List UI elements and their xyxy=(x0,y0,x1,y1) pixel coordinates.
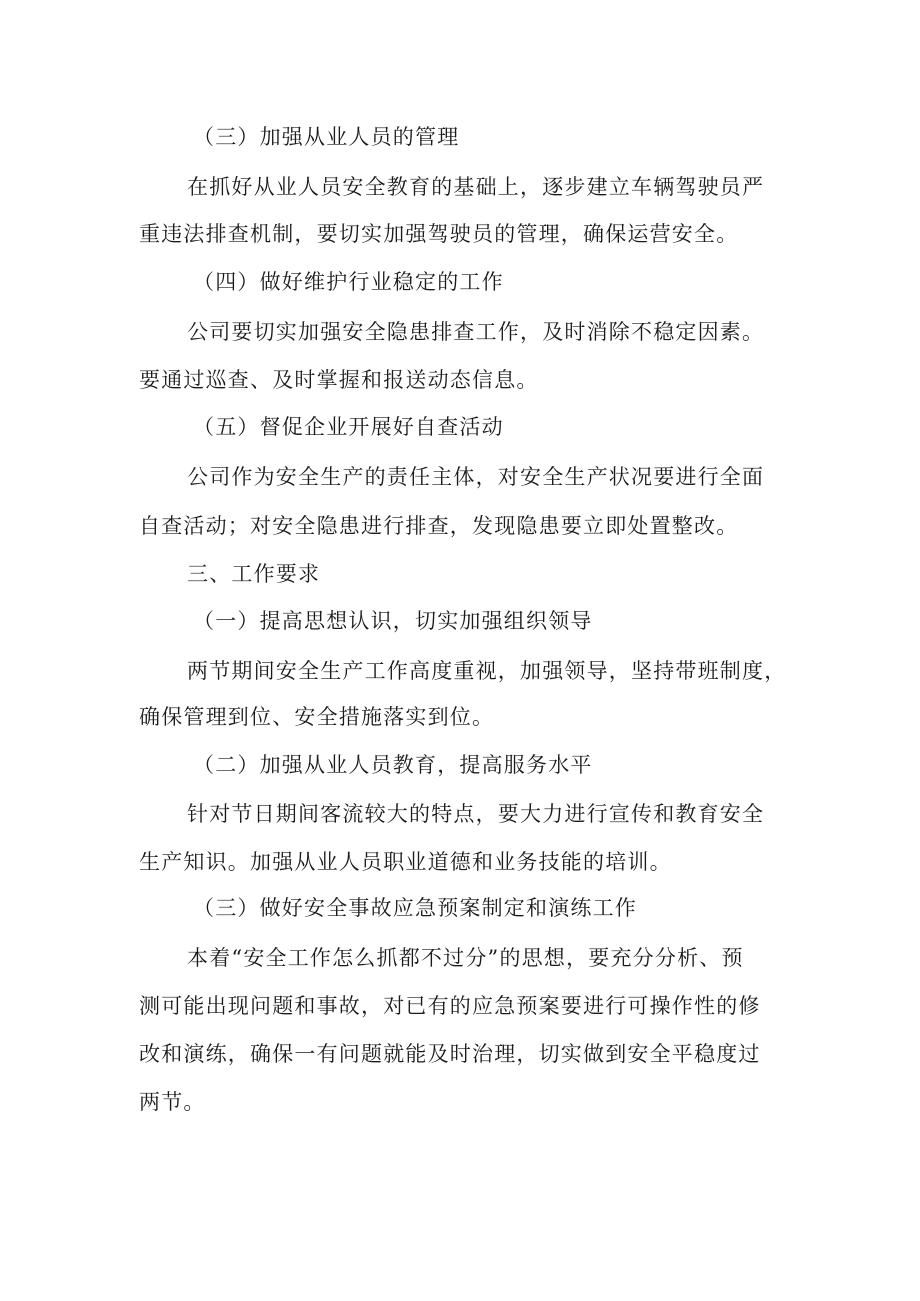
paragraph-line: 要通过巡查、及时掌握和报送动态信息。 xyxy=(139,368,539,392)
paragraph-line: 公司作为安全生产的责任主体，对安全生产状况要进行全面 xyxy=(187,465,765,489)
paragraph-line: 确保管理到位、安全措施落实到位。 xyxy=(139,705,495,729)
subheading-1-awareness: （一）提高思想认识，切实加强组织领导 xyxy=(193,609,593,633)
paragraph-line: 在抓好从业人员安全教育的基础上，逐步建立车辆驾驶员严 xyxy=(187,175,765,199)
subheading-3-management: （三）加强从业人员的管理 xyxy=(193,125,460,149)
section-heading-3-requirements: 三、工作要求 xyxy=(187,562,321,586)
subheading-4-stability: （四）做好维护行业稳定的工作 xyxy=(193,270,504,294)
paragraph-line: 针对节日期间客流较大的特点，要大力进行宣传和教育安全 xyxy=(187,802,765,826)
paragraph-line: 改和演练，确保一有问题就能及时治理，切实做到安全平稳度过 xyxy=(139,1042,761,1066)
paragraph-line: 生产知识。加强从业人员职业道德和业务技能的培训。 xyxy=(139,850,672,874)
subheading-5-self-check: （五）督促企业开展好自查活动 xyxy=(193,415,504,439)
paragraph-line: 两节。 xyxy=(139,1090,206,1114)
subheading-3-emergency-plan: （三）做好安全事故应急预案制定和演练工作 xyxy=(193,896,637,920)
paragraph-line: 公司要切实加强安全隐患排查工作，及时消除不稳定因素。 xyxy=(187,320,765,344)
paragraph-line: 自查活动；对安全隐患进行排查，发现隐患要立即处置整改。 xyxy=(139,514,739,538)
paragraph-line: 测可能出现问题和事故，对已有的应急预案要进行可操作性的修 xyxy=(139,994,761,1018)
paragraph-line: 本着“安全工作怎么抓都不过分”的思想，要充分分析、预 xyxy=(187,946,744,970)
subheading-2-education: （二）加强从业人员教育，提高服务水平 xyxy=(193,753,593,777)
paragraph-line: 两节期间安全生产工作高度重视，加强领导，坚持带班制度， xyxy=(187,659,787,683)
paragraph-line: 重违法排查机制，要切实加强驾驶员的管理，确保运营安全。 xyxy=(139,222,739,246)
